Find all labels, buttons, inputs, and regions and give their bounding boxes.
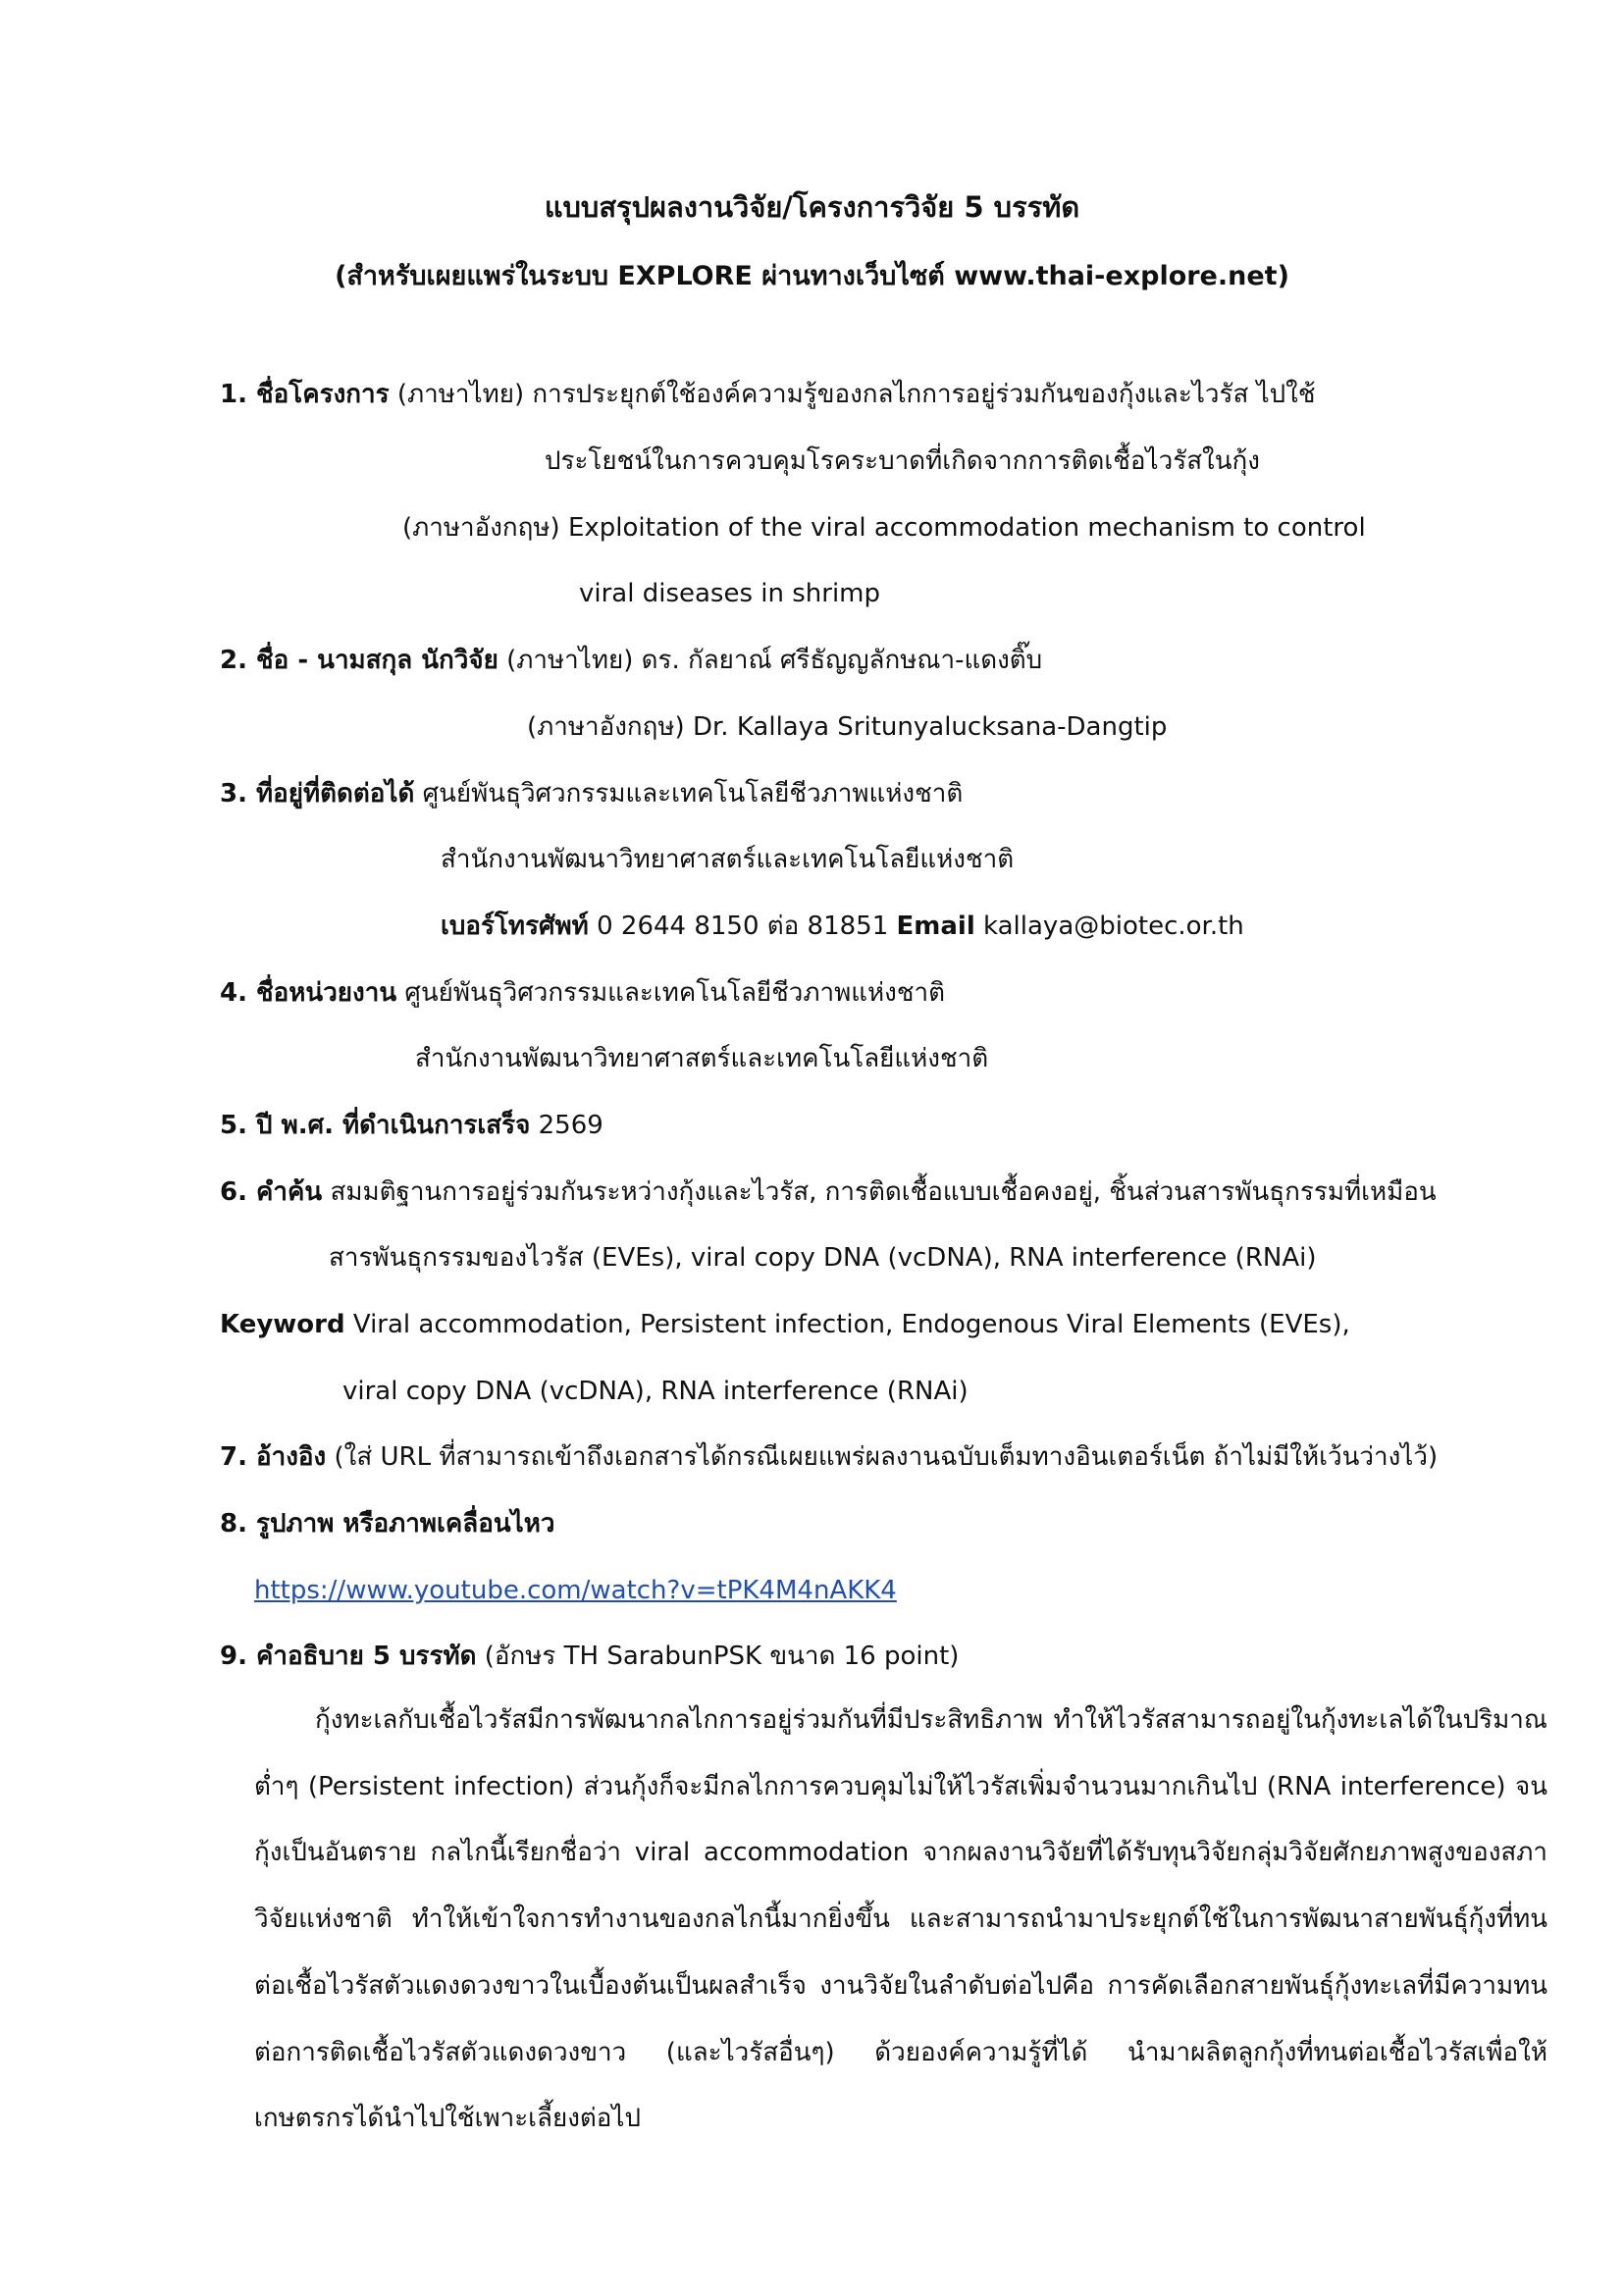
youtube-video-link[interactable]: https://www.youtube.com/watch?v=tPK4M4nAKK4 (254, 1576, 897, 1605)
item-2-english-tag: (ภาษาอังกฤษ) (527, 712, 685, 742)
item-5-completion-year (220, 1106, 603, 1145)
item-6-english-keywords (220, 1305, 1350, 1344)
item-9-paragraph-text: กุ้งทะเลกับเชื้อไวรัสมีการพัฒนากลไกการอยู่ร่วมกันที่มีประสิทธิภาพ ทำให้ไวรัสสามารถอยู่ในกุ้งทะเลได้ในปริมาณต่ำๆ (Persistent infection) ส่วนกุ้งก็จะมีกลไกการควบคุมไม่ให้ไวรัสเพิ่มจำนวนมากเกินไป (RNA interference) จนกุ้งเป็นอันตราย กลไกนี้เรียกชื่อว่า viral accommodation จากผลงานวิจัยที่ได้รับทุนวิจัยกลุ่มวิจัยศักยภาพสูงของสภาวิจัยแห่งชาติ ทำให้เข้าใจการทำงานของกลไกนี้มากยิ่งขึ้น และสามารถนำมาประยุกต์ใช้ในการพัฒนาสายพันธุ์กุ้งที่ทนต่อเชื้อไวรัสตัวแดงดวงขาวในเบื้องต้นเป็นผลสำเร็จ งานวิจัยในลำดับต่อไปคือ การคัดเลือกสายพันธุ์กุ้งทะเลที่มีความทนต่อการติดเชื้อไวรัสตัวแดงดวงขาว (และไวรัสอื่นๆ) ด้วยองค์ความรู้ที่ได้ นำมาผลิตลูกกุ้งที่ทนต่อเชื้อไวรัสเพื่อให้เกษตรกรได้นำไปใช้เพาะเลี้ยงต่อไป (254, 1705, 1547, 2134)
keyword-label: Keyword (220, 1310, 345, 1339)
item-5-label: 5. ปี พ.ศ. ที่ดำเนินการเสร็จ (220, 1111, 531, 1140)
item-9-description-header (220, 1637, 959, 1676)
item-4-org-line2: สำนักงานพัฒนาวิทยาศาสตร์และเทคโนโลยีแห่งชาติ (415, 1044, 989, 1073)
item-3-phone-value: 0 2644 8150 ต่อ 81851 (597, 912, 889, 941)
item-6-thai-keywords-line1: สมมติฐานการอยู่ร่วมกันระหว่างกุ้งและไวรัส, การติดเชื้อแบบเชื้อคงอยู่, ชิ้นส่วนสารพันธุกรรมที่เหมือน (330, 1177, 1437, 1207)
item-3-contact-address (220, 774, 963, 813)
item-2-english (527, 707, 1167, 747)
item-3-address-line2: สำนักงานพัฒนาวิทยาศาสตร์และเทคโนโลยีแห่งชาติ (441, 845, 1015, 874)
item-3-label: 3. ที่อยู่ที่ติดต่อได้ (220, 779, 415, 808)
item-6-keywords (220, 1173, 1437, 1212)
item-1-thai-tag: (ภาษาไทย) (396, 380, 525, 409)
item-8-label: 8. รูปภาพ หรือภาพเคลื่อนไหว (220, 1509, 555, 1539)
item-4-label: 4. ชื่อหน่วยงาน (220, 978, 397, 1008)
item-2-english-name: Dr. Kallaya Sritunyalucksana-Dangtip (692, 712, 1168, 742)
item-9-label: 9. คำอธิบาย 5 บรรทัด (220, 1642, 477, 1671)
document-title: แบบสรุปผลงานวิจัย/โครงการวิจัย 5 บรรทัด (544, 190, 1080, 224)
item-3-address-line1: ศูนย์พันธุวิศวกรรมและเทคโนโลยีชีวภาพแห่งชาติ (422, 779, 964, 808)
item-6-thai-keywords-line2: สารพันธุกรรมของไวรัส (EVEs), viral copy DNA (vcDNA), RNA interference (RNAi) (329, 1243, 1317, 1273)
item-7-note: (ใส่ URL ที่สามารถเข้าถึงเอกสารได้กรณีเผยแพร่ผลงานฉบับเต็มทางอินเตอร์เน็ต ถ้าไม่มีให้เว้นว่างไว้) (334, 1442, 1439, 1472)
document-subtitle: (สำหรับเผยแพร่ในระบบ EXPLORE ผ่านทางเว็บไซต์ www.thai-explore.net) (335, 261, 1289, 291)
item-3-contact-details (441, 907, 1244, 946)
item-1-english-title (402, 508, 1366, 548)
item-1-thai-title-line2: ประโยชน์ในการควบคุมโรคระบาดที่เกิดจากการติดเชื้อไวรัสในกุ้ง (545, 446, 1260, 476)
item-4-org-line1: ศูนย์พันธุวิศวกรรมและเทคโนโลยีชีวภาพแห่งชาติ (404, 978, 945, 1008)
item-7-label: 7. อ้างอิง (220, 1442, 327, 1472)
keyword-line2: viral copy DNA (vcDNA), RNA interference (RNAi) (342, 1377, 969, 1406)
item-4-organization (220, 973, 945, 1013)
item-1-project-name (220, 375, 1316, 414)
item-1-english-title-line1: Exploitation of the viral accommodation mechanism to control (567, 513, 1366, 543)
item-1-thai-title-line1: การประยุกต์ใช้องค์ความรู้ของกลไกการอยู่ร่วมกันของกุ้งและไวรัส ไปใช้ (532, 380, 1316, 409)
item-5-year-value: 2569 (538, 1111, 603, 1140)
item-1-english-tag: (ภาษาอังกฤษ) (402, 513, 560, 543)
item-2-thai-name: ดร. กัลยาณ์ ศรีธัญญลักษณา-แดงติ๊บ (641, 646, 1043, 675)
item-8-video-link-row (254, 1571, 897, 1610)
item-1-english-title-line2: viral diseases in shrimp (579, 579, 881, 608)
item-1-label: 1. ชื่อโครงการ (220, 380, 390, 409)
item-3-email-label: Email (896, 912, 975, 941)
item-9-note: (อักษร TH SarabunPSK ขนาด 16 point) (484, 1642, 960, 1671)
item-9-description-paragraph (254, 1688, 1547, 2153)
item-2-thai-tag: (ภาษาไทย) (506, 646, 634, 675)
item-3-phone-label: เบอร์โทรศัพท์ (441, 912, 589, 941)
item-3-email-value: kallaya@biotec.or.th (983, 912, 1244, 941)
item-2-researcher (220, 641, 1042, 680)
keyword-line1: Viral accommodation, Persistent infection, Endogenous Viral Elements (EVEs), (352, 1310, 1350, 1339)
item-6-label: 6. คำค้น (220, 1177, 323, 1207)
item-2-label: 2. ชื่อ - นามสกุล นักวิจัย (220, 646, 498, 675)
item-7-reference (220, 1437, 1438, 1477)
